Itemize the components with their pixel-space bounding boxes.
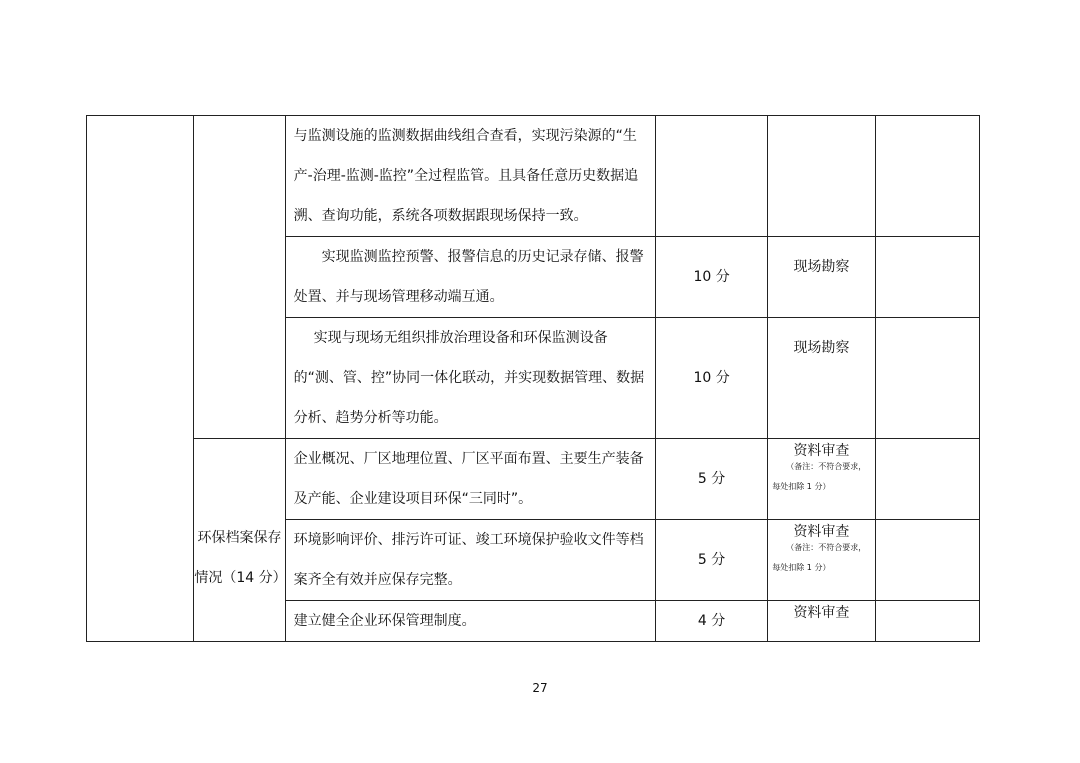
score-text: 5 分	[697, 552, 726, 568]
requirement-cell	[285, 318, 655, 439]
method-text: 资料审查	[793, 443, 850, 459]
table-row	[87, 439, 980, 520]
item-cell-monitoring	[194, 116, 285, 439]
score-text: 10 分	[693, 269, 730, 285]
table-row	[87, 116, 980, 237]
method-cell	[768, 237, 875, 318]
page-number: 27	[532, 681, 548, 695]
item-cell-archive	[194, 439, 285, 642]
score-cell	[655, 116, 767, 237]
method-cell	[768, 439, 875, 520]
result-cell	[875, 318, 979, 439]
score-text: 4 分	[697, 613, 726, 629]
result-cell	[875, 601, 979, 642]
score-cell	[655, 318, 767, 439]
requirement-text: 与监测设施的监测数据曲线组合查看，实现污染源的“生产-治理-监测-监控”全过程监管。且具备任意历史数据追溯、查询功能，系统各项数据跟现场保持一致。	[293, 128, 639, 224]
result-cell	[875, 439, 979, 520]
method-note: （备注：不符合要求，	[786, 462, 867, 471]
result-cell	[875, 237, 979, 318]
method-text: 现场勘察	[793, 340, 850, 356]
method-note: （备注：不符合要求，	[786, 543, 867, 552]
requirement-text: 实现与现场无组织排放治理设备和环保监测设备的“测、管、控”协同一体化联动，并实现数据管理、数据分析、趋势分析等功能。	[293, 330, 645, 426]
score-text: 10 分	[693, 370, 730, 386]
evaluation-table	[86, 115, 980, 642]
requirement-text: 建立健全企业环保管理制度。	[293, 613, 476, 629]
method-cell	[768, 116, 875, 237]
requirement-text: 实现监测监控预警、报警信息的历史记录存储、报警处置、并与现场管理移动端互通。	[293, 249, 644, 305]
requirement-cell	[285, 237, 655, 318]
method-text: 资料审查	[793, 524, 850, 540]
result-cell	[875, 116, 979, 237]
score-cell	[655, 237, 767, 318]
requirement-cell	[285, 439, 655, 520]
method-text: 现场勘察	[793, 259, 850, 275]
method-cell	[768, 601, 875, 642]
category-cell	[87, 116, 194, 642]
requirement-cell	[285, 520, 655, 601]
score-cell	[655, 601, 767, 642]
method-cell	[768, 318, 875, 439]
requirement-cell	[285, 116, 655, 237]
item-archive-text: 环保档案保存情况（14 分）	[194, 530, 287, 586]
requirement-cell	[285, 601, 655, 642]
score-cell	[655, 520, 767, 601]
requirement-text: 企业概况、厂区地理位置、厂区平面布置、主要生产装备及产能、企业建设项目环保“三同时”。	[293, 451, 644, 507]
method-cell	[768, 520, 875, 601]
requirement-text: 环境影响评价、排污许可证、竣工环境保护验收文件等档案齐全有效并应保存完整。	[293, 532, 644, 588]
score-text: 5 分	[697, 471, 726, 487]
method-note: 每处扣除 1 分）	[772, 563, 831, 572]
score-cell	[655, 439, 767, 520]
method-text: 资料审查	[793, 605, 850, 621]
method-note: 每处扣除 1 分）	[772, 482, 831, 491]
result-cell	[875, 520, 979, 601]
